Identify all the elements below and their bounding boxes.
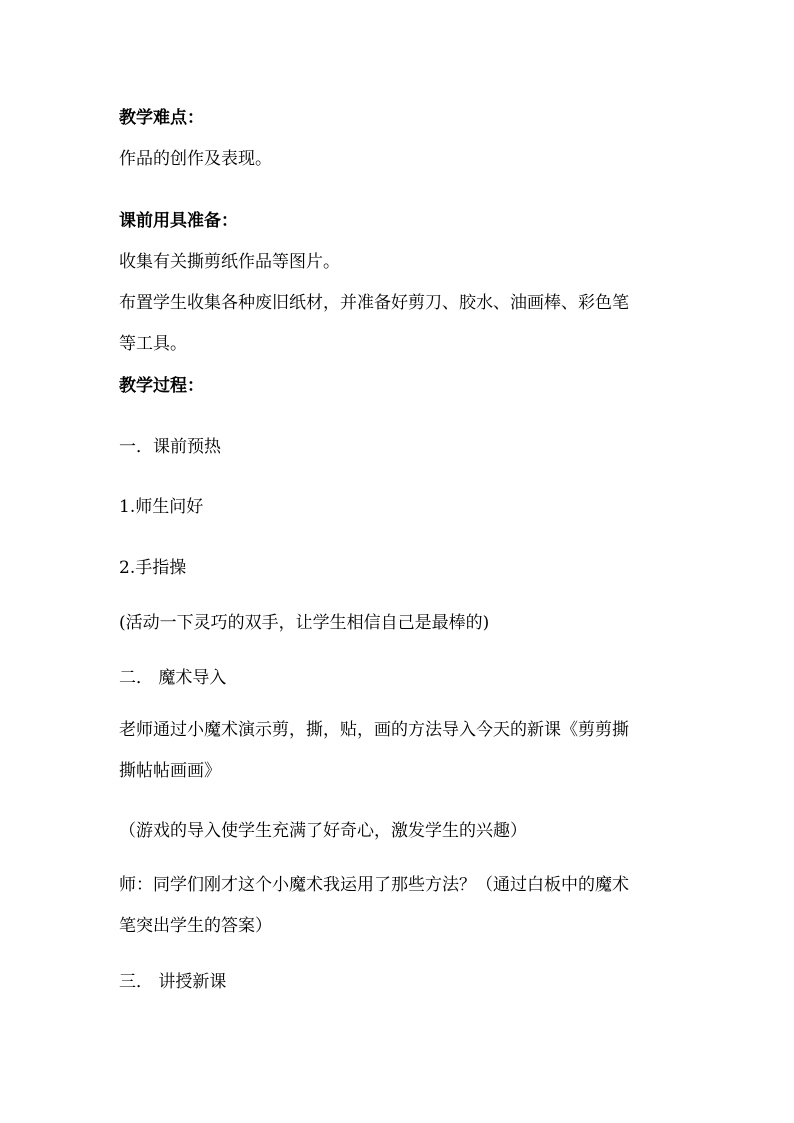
- item-1: 1.师生问好: [119, 497, 204, 517]
- section-1-heading: 一．课前预热: [119, 437, 221, 457]
- section-2-heading: 二． 魔术导入: [119, 668, 227, 688]
- process-heading: 教学过程：: [119, 376, 204, 396]
- section-3-heading: 三． 讲授新课: [119, 972, 227, 992]
- difficulty-text: 作品的创作及表现。: [119, 149, 272, 169]
- paragraph-2a: 师：同学们刚才这个小魔术我运用了那些方法？（通过白板中的魔术: [119, 875, 629, 895]
- difficulty-heading: 教学难点：: [119, 108, 204, 128]
- paragraph-1a: 老师通过小魔术演示剪，撕，贴，画的方法导入今天的新课《剪剪撕: [119, 720, 629, 740]
- item-2-note: (活动一下灵巧的双手，让学生相信自己是最棒的): [119, 613, 490, 633]
- prep-line-2a: 布置学生收集各种废旧纸材，并准备好剪刀、胶水、油画棒、彩色笔: [119, 293, 629, 313]
- item-2: 2.手指操: [119, 558, 187, 578]
- prep-line-2b: 等工具。: [119, 334, 187, 354]
- paragraph-2b: 笔突出学生的答案）: [119, 916, 272, 936]
- paragraph-1b: 撕帖帖画画》: [119, 761, 221, 781]
- prep-heading: 课前用具准备：: [119, 211, 238, 231]
- paragraph-1-note: （游戏的导入使学生充满了好奇心，激发学生的兴趣）: [119, 821, 527, 841]
- prep-line-1: 收集有关撕剪纸作品等图片。: [119, 252, 340, 272]
